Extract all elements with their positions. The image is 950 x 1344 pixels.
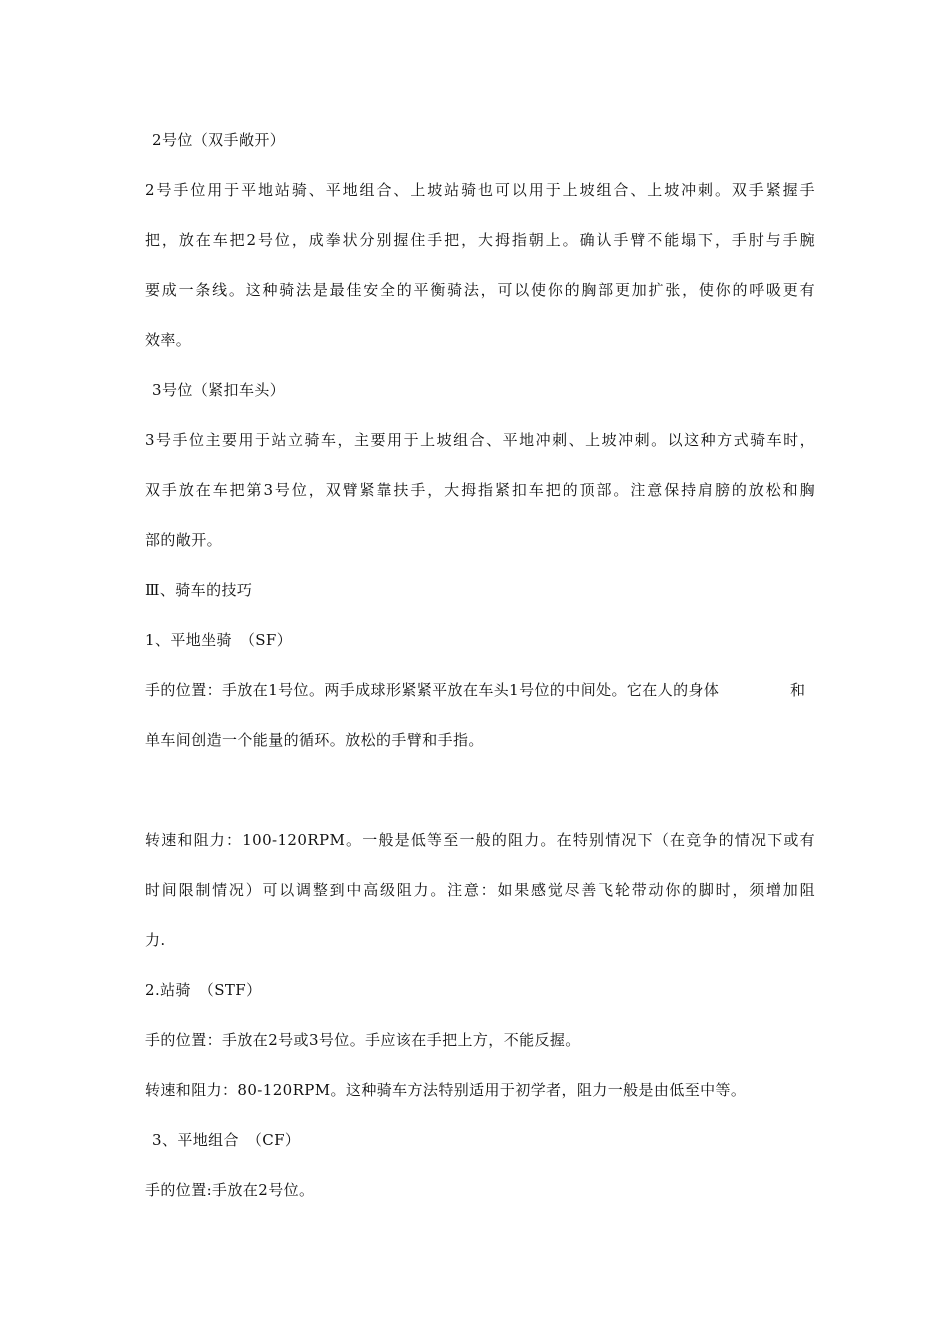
paragraph-line: 要成一条线。这种骑法是最佳安全的平衡骑法，可以使你的胸部更加扩张，使你的呼吸更有 [145,281,815,299]
paragraph-line: 手的位置:手放在2号位。 [145,1181,315,1199]
section-heading-riding-techniques: Ⅲ、骑车的技巧 [145,581,253,599]
paragraph-line: 时间限制情况）可以调整到中高级阻力。注意：如果感觉尽善飞轮带动你的脚时，须增加阻 [145,881,815,899]
paragraph-line: 效率。 [145,331,192,349]
paragraph-line: 2号手位用于平地站骑、平地组合、上坡站骑也可以用于上坡组合、上坡冲刺。双手紧握手 [145,181,815,199]
section-heading-position-2: 2号位（双手敞开） [152,131,286,149]
paragraph-line: 把，放在车把2号位，成拳状分别握住手把，大拇指朝上。确认手臂不能塌下，手肘与手腕 [145,231,815,249]
paragraph-line: 力. [145,931,166,949]
paragraph-line [145,680,815,700]
sf-hand-position-text: 手的位置：手放在1号位。两手成球形紧紧平放在车头1号位的中间处。它在人的身体 [145,681,720,699]
paragraph-line: 转速和阻力：100-120RPM。一般是低等至一般的阻力。在特别情况下（在竞争的情况下或有 [145,831,815,849]
paragraph-line: 手的位置：手放在2号或3号位。手应该在手把上方，不能反握。 [145,1031,581,1049]
paragraph-line: 3号手位主要用于站立骑车，主要用于上坡组合、平地冲刺、上坡冲刺。以这种方式骑车时， [145,431,815,449]
sf-hand-position-tail: 和 [790,681,806,699]
paragraph-line: 部的敞开。 [145,531,223,549]
section-heading-position-3: 3号位（紧扣车头） [152,381,286,399]
subsection-heading-sf: 1、平地坐骑 （SF） [145,631,293,649]
paragraph-line: 转速和阻力：80-120RPM。这种骑车方法特别适用于初学者，阻力一般是由低至中等。 [145,1081,747,1099]
subsection-heading-cf: 3、平地组合 （CF） [152,1131,301,1149]
paragraph-line: 单车间创造一个能量的循环。放松的手臂和手指。 [145,731,484,749]
paragraph-line: 双手放在车把第3号位，双臂紧靠扶手，大拇指紧扣车把的顶部。注意保持肩膀的放松和胸 [145,481,815,499]
subsection-heading-stf: 2.站骑 （STF） [145,981,262,999]
